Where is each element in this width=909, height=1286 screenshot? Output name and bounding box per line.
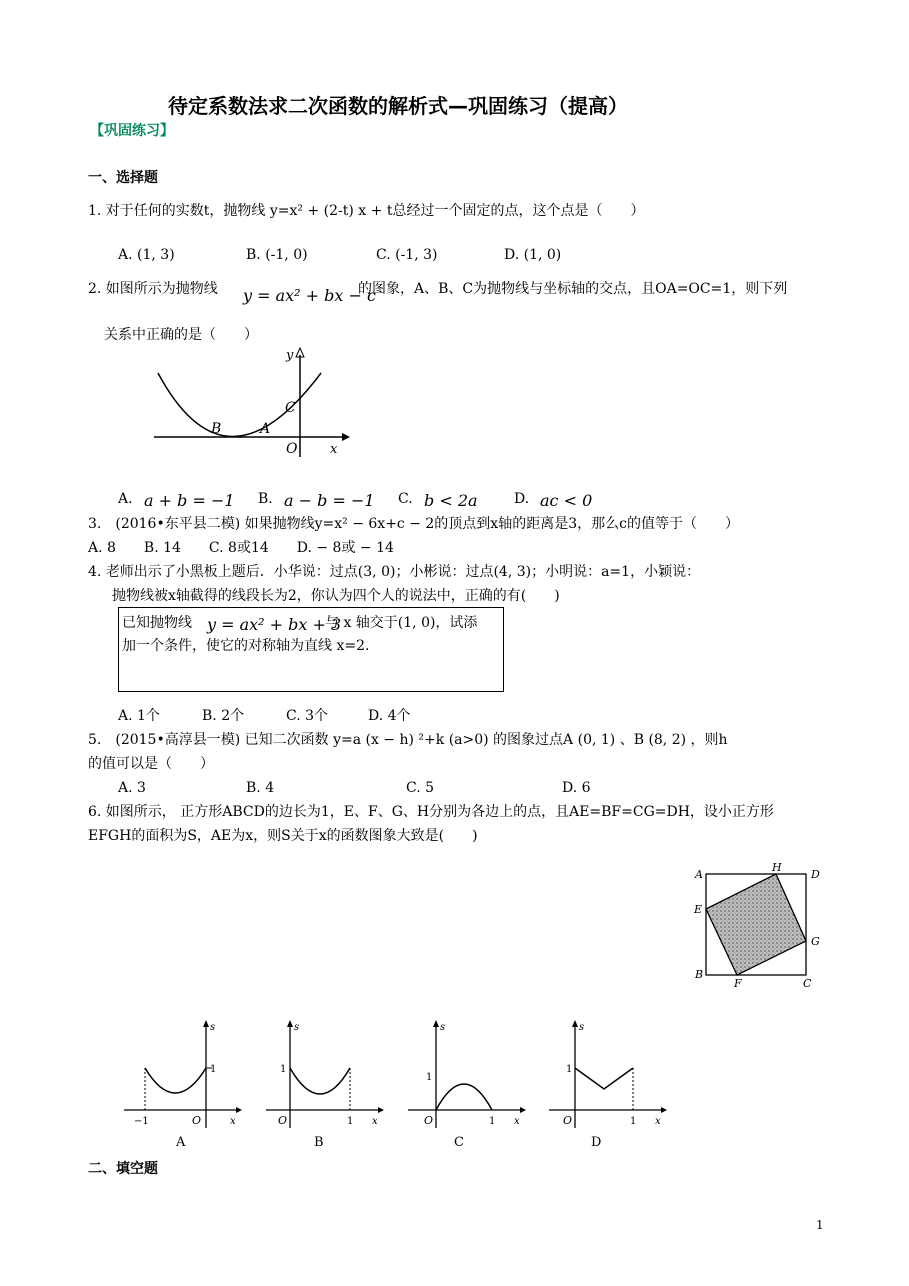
q6-graph-d-s: s <box>579 1022 585 1033</box>
q2-x-arrow <box>342 433 350 441</box>
q2-prefix: 2. 如图所示为抛物线 <box>88 281 218 297</box>
q2-option-d-letter: D. <box>514 491 530 507</box>
q1-option-b: B. (-1, 0) <box>246 247 308 263</box>
q4-option-c: C. 3个 <box>286 708 329 724</box>
q6-label-b: B <box>695 968 704 981</box>
q6-graph-c-o: O <box>424 1114 434 1127</box>
q6-graph-b-s: s <box>294 1022 300 1033</box>
q6-graph-a-caption: A <box>176 1135 186 1150</box>
q1-option-a: A. (1, 3) <box>118 247 175 263</box>
q3-options: A. 8 B. 14 C. 8或14 D. − 8或 − 14 <box>88 540 394 556</box>
q2-suffix: 的图象，A、B、C为抛物线与坐标轴的交点，且OA=OC=1，则下列 <box>358 281 788 297</box>
q6-graph-a-neg1: −1 <box>134 1116 149 1127</box>
q2-option-b-formula: a − b = −1 <box>284 491 375 510</box>
q6-line1: 6. 如图所示， 正方形ABCD的边长为1，E、F、G、H分别为各边上的点，且AE=BF=CG=DH，设小正方形 <box>88 804 774 820</box>
q6-graph-d-x: x <box>655 1116 661 1127</box>
q6-graph-d-caption: D <box>591 1135 602 1150</box>
q2-label-x: x <box>330 442 338 457</box>
q6-label-a: A <box>695 868 703 881</box>
q4-box-line2: 加一个条件，使它的对称轴为直线 x=2. <box>122 638 370 654</box>
q6-graph-b-x: x <box>372 1116 378 1127</box>
q4-option-a: A. 1个 <box>118 708 160 724</box>
q4-line1: 4. 老师出示了小黑板上题后．小华说：过点(3, 0)；小彬说：过点(4, 3)；小明说：a=1，小颖说： <box>88 564 701 580</box>
q2-option-c-formula: b < 2a <box>424 491 478 510</box>
q3-text: 3. (2016•东平县二模) 如果抛物线y=x² − 6x+c − 2的顶点到x轴的距离是3，那么c的值等于（ ） <box>88 516 739 532</box>
q2-formula: y = ax² + bx − c <box>243 286 376 305</box>
q6-graph-b-caption: B <box>314 1135 324 1150</box>
q2-line2: 关系中正确的是（ ） <box>104 327 258 343</box>
page-number: 1 <box>816 1218 824 1232</box>
q2-label-b: B <box>211 421 222 437</box>
q2-option-b-letter: B. <box>258 491 273 507</box>
q6-label-e: E <box>694 903 703 916</box>
q6-graph-c-s: s <box>440 1022 446 1033</box>
q6-label-h: H <box>772 861 782 874</box>
q2-label-c: C <box>285 400 296 416</box>
q2-label-y: y <box>286 348 294 363</box>
q6-graph-b-o: O <box>278 1114 288 1127</box>
q2-label-a: A <box>260 421 271 437</box>
q6-square-figure <box>692 862 824 990</box>
q2-option-a-formula: a + b = −1 <box>144 491 235 510</box>
q4-option-d: D. 4个 <box>368 708 411 724</box>
q6-line2: EFGH的面积为S，AE为x，则S关于x的函数图象大致是( ) <box>88 828 478 844</box>
q2-parabola <box>158 373 321 437</box>
q6-graph-a-o: O <box>192 1114 202 1127</box>
q6-graph-c-caption: C <box>454 1135 464 1150</box>
q6-graph-b-1y: 1 <box>280 1064 287 1075</box>
q5-line1: 5. (2015•高淳县一模) 已知二次函数 y=a (x − h) ²+k (a>0) 的图象过点A (0, 1) 、B (8, 2) ，则h <box>88 732 728 748</box>
section-multiple-choice: 一、选择题 <box>88 170 158 186</box>
q6-inner-square-efgh <box>706 874 806 975</box>
q6-label-c: C <box>803 977 812 990</box>
q5-option-b: B. 4 <box>246 780 275 796</box>
q6-graph-d <box>545 1018 670 1150</box>
section-fill-in: 二、填空题 <box>88 1161 158 1177</box>
q5-line2: 的值可以是（ ） <box>88 756 214 772</box>
q4-box-prefix: 已知抛物线 <box>122 615 192 631</box>
q6-graph-d-o: O <box>563 1114 573 1127</box>
q5-option-a: A. 3 <box>118 780 146 796</box>
q2-option-c-letter: C. <box>398 491 413 507</box>
q6-graph-c-1y: 1 <box>426 1072 433 1083</box>
q4-option-b: B. 2个 <box>202 708 245 724</box>
q1-text: 1. 对于任何的实数t，抛物线 y=x² + (2-t) x + t总经过一个固定的点，这个点是（ ） <box>88 203 645 219</box>
page-title: 待定系数法求二次函数的解析式—巩固练习（提高） <box>168 94 628 118</box>
q5-option-c: C. 5 <box>406 780 435 796</box>
q6-label-f: F <box>734 977 742 990</box>
q6-graph-b-1x: 1 <box>347 1116 354 1127</box>
q6-graph-a <box>120 1018 245 1150</box>
q6-graph-c-1x: 1 <box>489 1116 496 1127</box>
q4-box-formula: y = ax² + bx + 3 <box>207 615 342 634</box>
q6-graph-c <box>404 1018 529 1150</box>
q1-option-d: D. (1, 0) <box>504 247 562 263</box>
q6-graph-b <box>262 1018 387 1150</box>
practice-tag: 【巩固练习】 <box>90 123 174 139</box>
q1-option-c: C. (-1, 3) <box>376 247 438 263</box>
q6-label-d: D <box>811 868 820 881</box>
q6-graph-a-x: x <box>230 1116 236 1127</box>
q4-box-suffix: 与 x 轴交于(1, 0)，试添 <box>325 615 478 631</box>
q2-option-a-letter: A. <box>118 491 133 507</box>
q6-graph-a-1: 1 <box>210 1064 217 1075</box>
q6-graph-a-s: s <box>210 1022 216 1033</box>
q6-graph-d-1x: 1 <box>630 1116 637 1127</box>
q2-label-o: O <box>286 441 298 457</box>
q2-option-d-formula: ac < 0 <box>540 491 593 510</box>
q6-graph-c-x: x <box>514 1116 520 1127</box>
q6-label-g: G <box>811 935 820 948</box>
q5-option-d: D. 6 <box>562 780 591 796</box>
q6-graph-d-1y: 1 <box>566 1064 573 1075</box>
q4-line2: 抛物线被x轴截得的线段长为2，你认为四个人的说法中，正确的有( ) <box>112 588 560 604</box>
q2-parabola-graph <box>150 345 350 460</box>
